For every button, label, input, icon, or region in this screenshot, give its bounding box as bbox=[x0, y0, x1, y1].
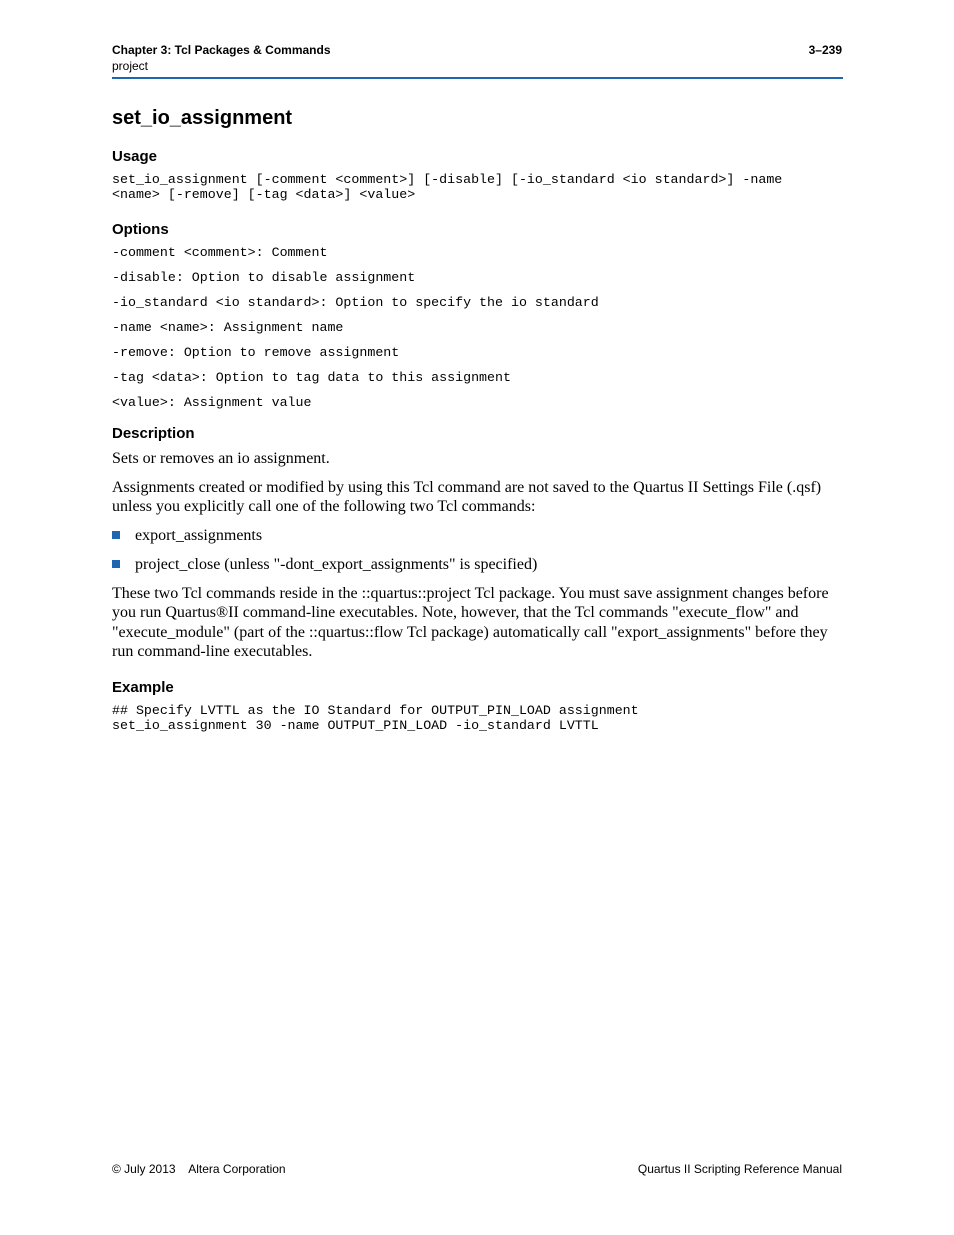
list-item-text: export_assignments bbox=[135, 526, 263, 544]
header-section: project bbox=[112, 59, 149, 73]
option-item: -remove: Option to remove assignment bbox=[112, 345, 400, 360]
header-page-number: 3–239 bbox=[808, 43, 842, 57]
description-paragraph: Sets or removes an io assignment. bbox=[112, 450, 330, 467]
description-heading: Description bbox=[112, 425, 195, 442]
list-item-text: project_close (unless "-dont_export_assignments" is specified) bbox=[135, 555, 538, 573]
page-content bbox=[112, 105, 842, 733]
square-bullet-icon bbox=[112, 560, 120, 568]
square-bullet-icon bbox=[112, 531, 120, 539]
example-line: ## Specify LVTTL as the IO Standard for OUTPUT_PIN_LOAD assignment bbox=[112, 702, 639, 718]
example-heading: Example bbox=[112, 678, 174, 696]
footer-right: Quartus II Scripting Reference Manual bbox=[637, 1162, 842, 1176]
option-item: -disable: Option to disable assignment bbox=[112, 270, 416, 285]
usage-line: <name> [-remove] [-tag <data>] <value> bbox=[112, 187, 416, 202]
options-heading: Options bbox=[112, 221, 169, 238]
example-line: set_io_assignment 30 -name OUTPUT_PIN_LOAD -io_standard LVTTL bbox=[112, 717, 599, 733]
header-chapter: Chapter 3: Tcl Packages & Commands bbox=[112, 43, 331, 57]
list-item bbox=[112, 526, 842, 546]
usage-line: set_io_assignment [-comment <comment>] [-disable] [-io_standard <io standard>] -name bbox=[112, 172, 783, 187]
option-item: -tag <data>: Option to tag data to this assignment bbox=[112, 370, 511, 385]
option-item: -comment <comment>: Comment bbox=[112, 245, 328, 260]
description-paragraph: These two Tcl commands reside in the ::quartus::project Tcl package. You must save assignment changes before you run Quartus®II command-line executables. Note, however, that the Tcl commands "execute_flow" and "execute_module" (part of the ::quartus::flow Tcl package) automatically call "export_assignments" before they run command-line executables. bbox=[112, 584, 829, 660]
usage-heading: Usage bbox=[112, 148, 158, 165]
header-rule bbox=[112, 77, 843, 79]
option-item: <value>: Assignment value bbox=[112, 395, 312, 410]
command-title: set_io_assignment bbox=[112, 107, 293, 129]
option-item: -io_standard <io standard>: Option to specify the io standard bbox=[112, 295, 599, 310]
option-item: -name <name>: Assignment name bbox=[112, 320, 344, 335]
description-paragraph: Assignments created or modified by using this Tcl command are not saved to the Quartus II Settings File (.qsf) unless you explicitly call one of the following two Tcl commands: bbox=[112, 478, 822, 515]
footer-left: © July 2013 Altera Corporation bbox=[112, 1162, 286, 1176]
list-item bbox=[112, 555, 842, 575]
command-list bbox=[112, 526, 842, 575]
